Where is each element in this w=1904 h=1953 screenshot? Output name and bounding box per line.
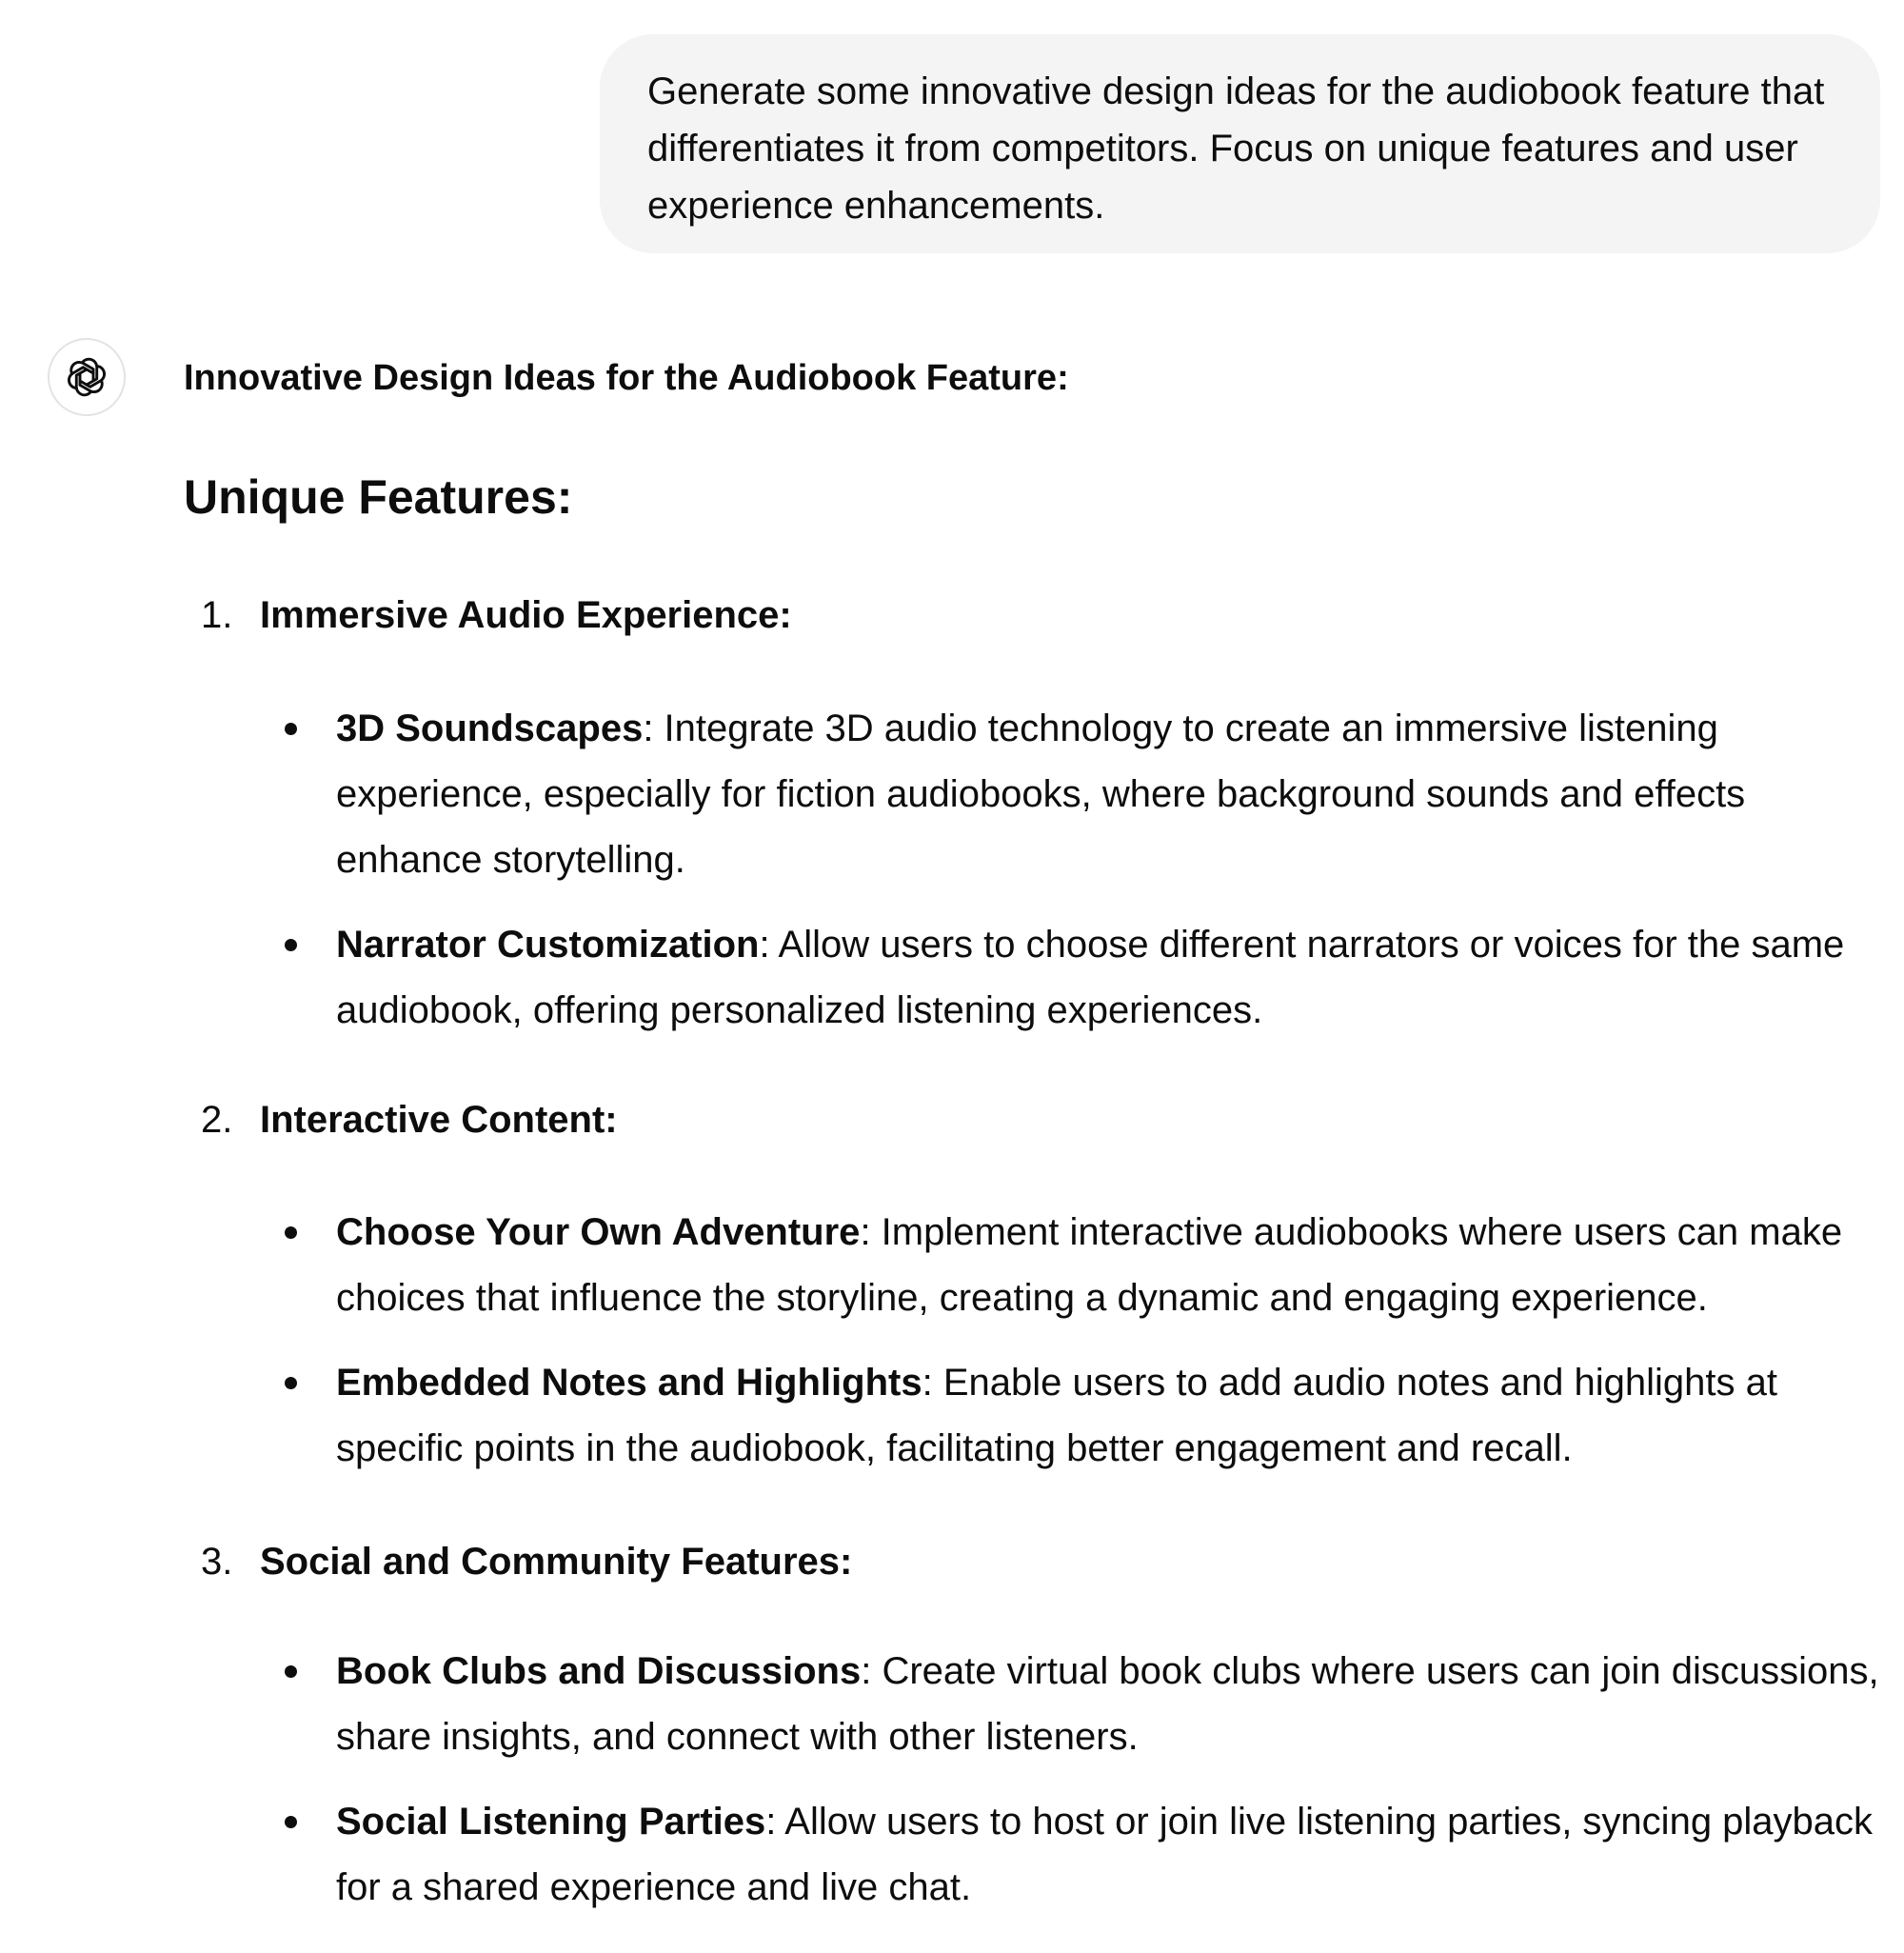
bullet-desc: : Allow users to choose different narrators or voices for the same audiobook, offering personalized listening experiences. [336, 924, 1845, 1031]
list-item [336, 1200, 1888, 1331]
item-number: 2. [201, 1099, 233, 1141]
bullet-desc: : Implement interactive audiobooks where users can make choices that influence the storyline, creating a dynamic and engaging experience. [336, 1211, 1843, 1319]
item-title: Interactive Content: [260, 1099, 618, 1141]
bullet-term: Book Clubs and Discussions [336, 1650, 862, 1692]
list-item [336, 1350, 1888, 1482]
item-number: 1. [201, 594, 233, 636]
bullet-dot [285, 723, 297, 735]
bullet-dot [285, 1665, 297, 1678]
item-number: 3. [201, 1541, 233, 1583]
bullet-dot [285, 939, 297, 951]
user-message-bubble [600, 34, 1880, 253]
section-heading: Unique Features: [184, 470, 573, 524]
user-message-text: Generate some innovative design ideas for the audiobook feature that differentiates it from competitors. Focus on unique features and user experience enhancements. [647, 70, 1825, 227]
item-title: Immersive Audio Experience: [260, 594, 792, 636]
openai-logo-icon [65, 355, 109, 399]
bullet-term: Narrator Customization [336, 924, 760, 966]
item-title: Social and Community Features: [260, 1541, 853, 1583]
list-item [336, 696, 1888, 893]
bullet-desc: : Integrate 3D audio technology to create an immersive listening experience, especially for fiction audiobooks, where background sounds and effects enhance storytelling. [336, 707, 1746, 881]
bullet-dot [285, 1816, 297, 1828]
list-item [336, 912, 1888, 1044]
bullet-dot [285, 1377, 297, 1389]
list-item [336, 1639, 1888, 1770]
bullet-term: Social Listening Parties [336, 1801, 766, 1843]
assistant-avatar [48, 338, 126, 416]
response-intro: Innovative Design Ideas for the Audiobook Feature: [184, 358, 1069, 398]
bullet-term: Embedded Notes and Highlights [336, 1362, 922, 1404]
bullet-desc: : Allow users to host or join live listening parties, syncing playback for a shared experience and live chat. [336, 1801, 1874, 1908]
list-item [336, 1789, 1888, 1921]
bullet-desc: : Enable users to add audio notes and highlights at specific points in the audiobook, facilitating better engagement and recall. [336, 1362, 1778, 1469]
bullet-term: Choose Your Own Adventure [336, 1211, 861, 1253]
bullet-term: 3D Soundscapes [336, 707, 644, 749]
bullet-dot [285, 1226, 297, 1239]
bullet-desc: : Create virtual book clubs where users can join discussions, share insights, and connect with other listeners. [336, 1650, 1879, 1758]
